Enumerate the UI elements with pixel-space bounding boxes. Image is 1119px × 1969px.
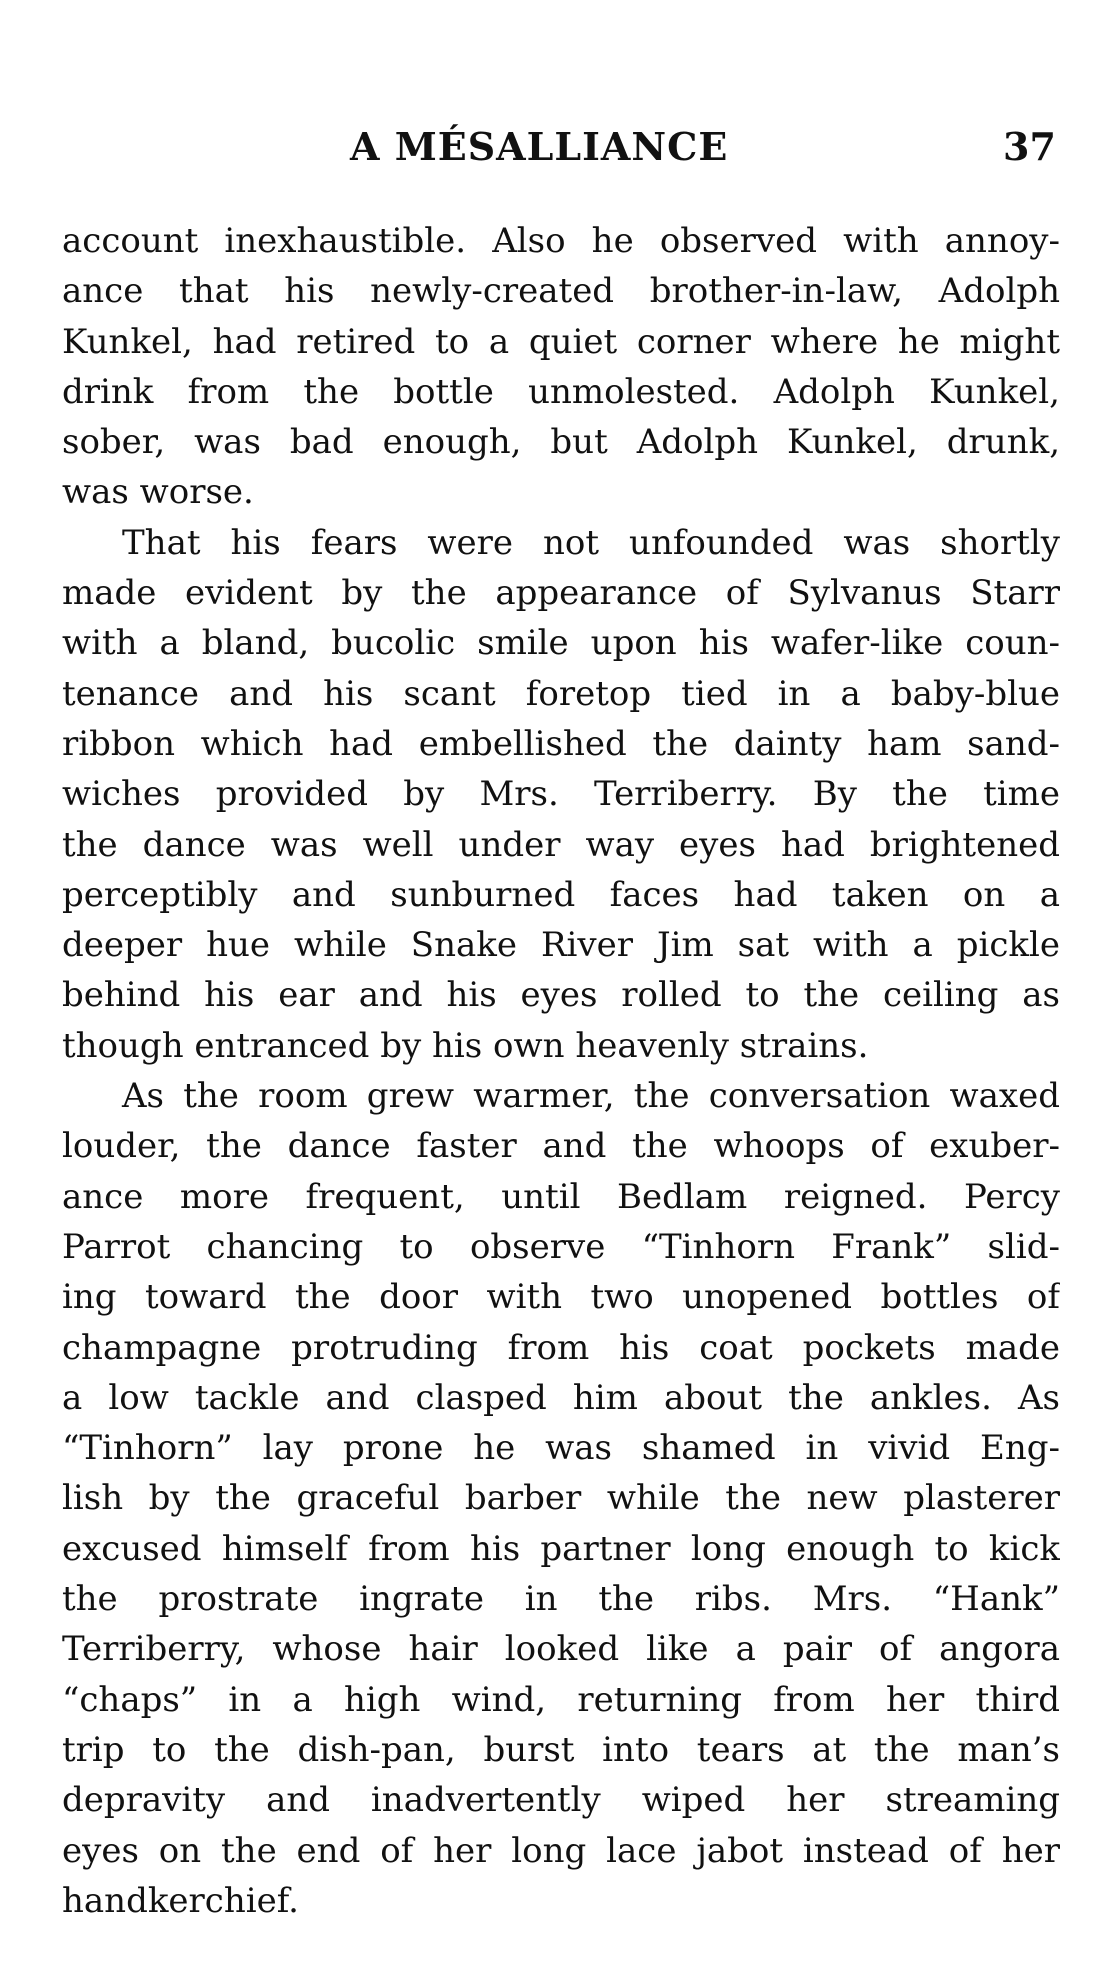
text-line: That his fears were not unfounded was shortly: [122, 522, 1060, 563]
text-line: behind his ear and his eyes rolled to the ceiling as: [62, 975, 1060, 1016]
text-line: handkerchief.: [62, 1880, 299, 1921]
text-line: account inexhaustible. Also he observed with annoy-: [62, 221, 1060, 261]
text-line: As the room grew warmer, the conversation waxed: [122, 1076, 1060, 1117]
text-line: with a bland, bucolic smile upon his wafer-like coun-: [62, 623, 1060, 664]
page-number: 37: [1003, 124, 1056, 169]
text-line: Terriberry, whose hair looked like a pair of angora: [62, 1629, 1060, 1670]
text-line: was worse.: [62, 472, 254, 513]
text-line: the dance was well under way eyes had brightened: [62, 824, 1060, 865]
text-line: drink from the bottle unmolested. Adolph Kunkel,: [62, 371, 1060, 412]
page-header: [0, 124, 1119, 184]
text-line: ribbon which had embellished the dainty ham sand-: [62, 723, 1060, 764]
text-line: ing toward the door with two unopened bottles of: [62, 1277, 1060, 1318]
text-line: champagne protruding from his coat pockets made: [62, 1327, 1060, 1368]
text-line: though entranced by his own heavenly strains.: [62, 1025, 869, 1066]
running-title: A MÉSALLIANCE: [350, 124, 729, 169]
body-text: [62, 216, 1060, 1926]
text-line: depravity and inadvertently wiped her streaming: [62, 1780, 1060, 1821]
text-line: “Tinhorn” lay prone he was shamed in vivid Eng-: [62, 1428, 1060, 1469]
text-line: ance more frequent, until Bedlam reigned. Percy: [62, 1176, 1060, 1217]
text-line: tenance and his scant foretop tied in a baby-blue: [62, 673, 1060, 714]
text-line: “chaps” in a high wind, returning from her third: [62, 1679, 1060, 1720]
text-line: deeper hue while Snake River Jim sat with a pickle: [62, 925, 1060, 966]
text-line: lish by the graceful barber while the new plasterer: [62, 1478, 1060, 1519]
text-line: eyes on the end of her long lace jabot instead of her: [62, 1830, 1060, 1871]
text-line: perceptibly and sunburned faces had taken on a: [62, 874, 1060, 915]
text-line: a low tackle and clasped him about the ankles. As: [62, 1377, 1060, 1418]
text-line: the prostrate ingrate in the ribs. Mrs. “Hank”: [62, 1579, 1060, 1620]
text-line: louder, the dance faster and the whoops of exuber-: [62, 1126, 1060, 1167]
text-line: Kunkel, had retired to a quiet corner where he might: [62, 321, 1060, 362]
text-line: trip to the dish-pan, burst into tears at the man’s: [62, 1729, 1060, 1770]
text-line: wiches provided by Mrs. Terriberry. By the time: [62, 774, 1060, 815]
text-line: Parrot chancing to observe “Tinhorn Frank” slid-: [62, 1226, 1060, 1267]
text-line: made evident by the appearance of Sylvanus Starr: [62, 573, 1060, 614]
text-line: ance that his newly-created brother-in-law, Adolph: [62, 271, 1060, 312]
text-line: sober, was bad enough, but Adolph Kunkel, drunk,: [62, 422, 1060, 463]
text-line: excused himself from his partner long enough to kick: [62, 1528, 1060, 1569]
